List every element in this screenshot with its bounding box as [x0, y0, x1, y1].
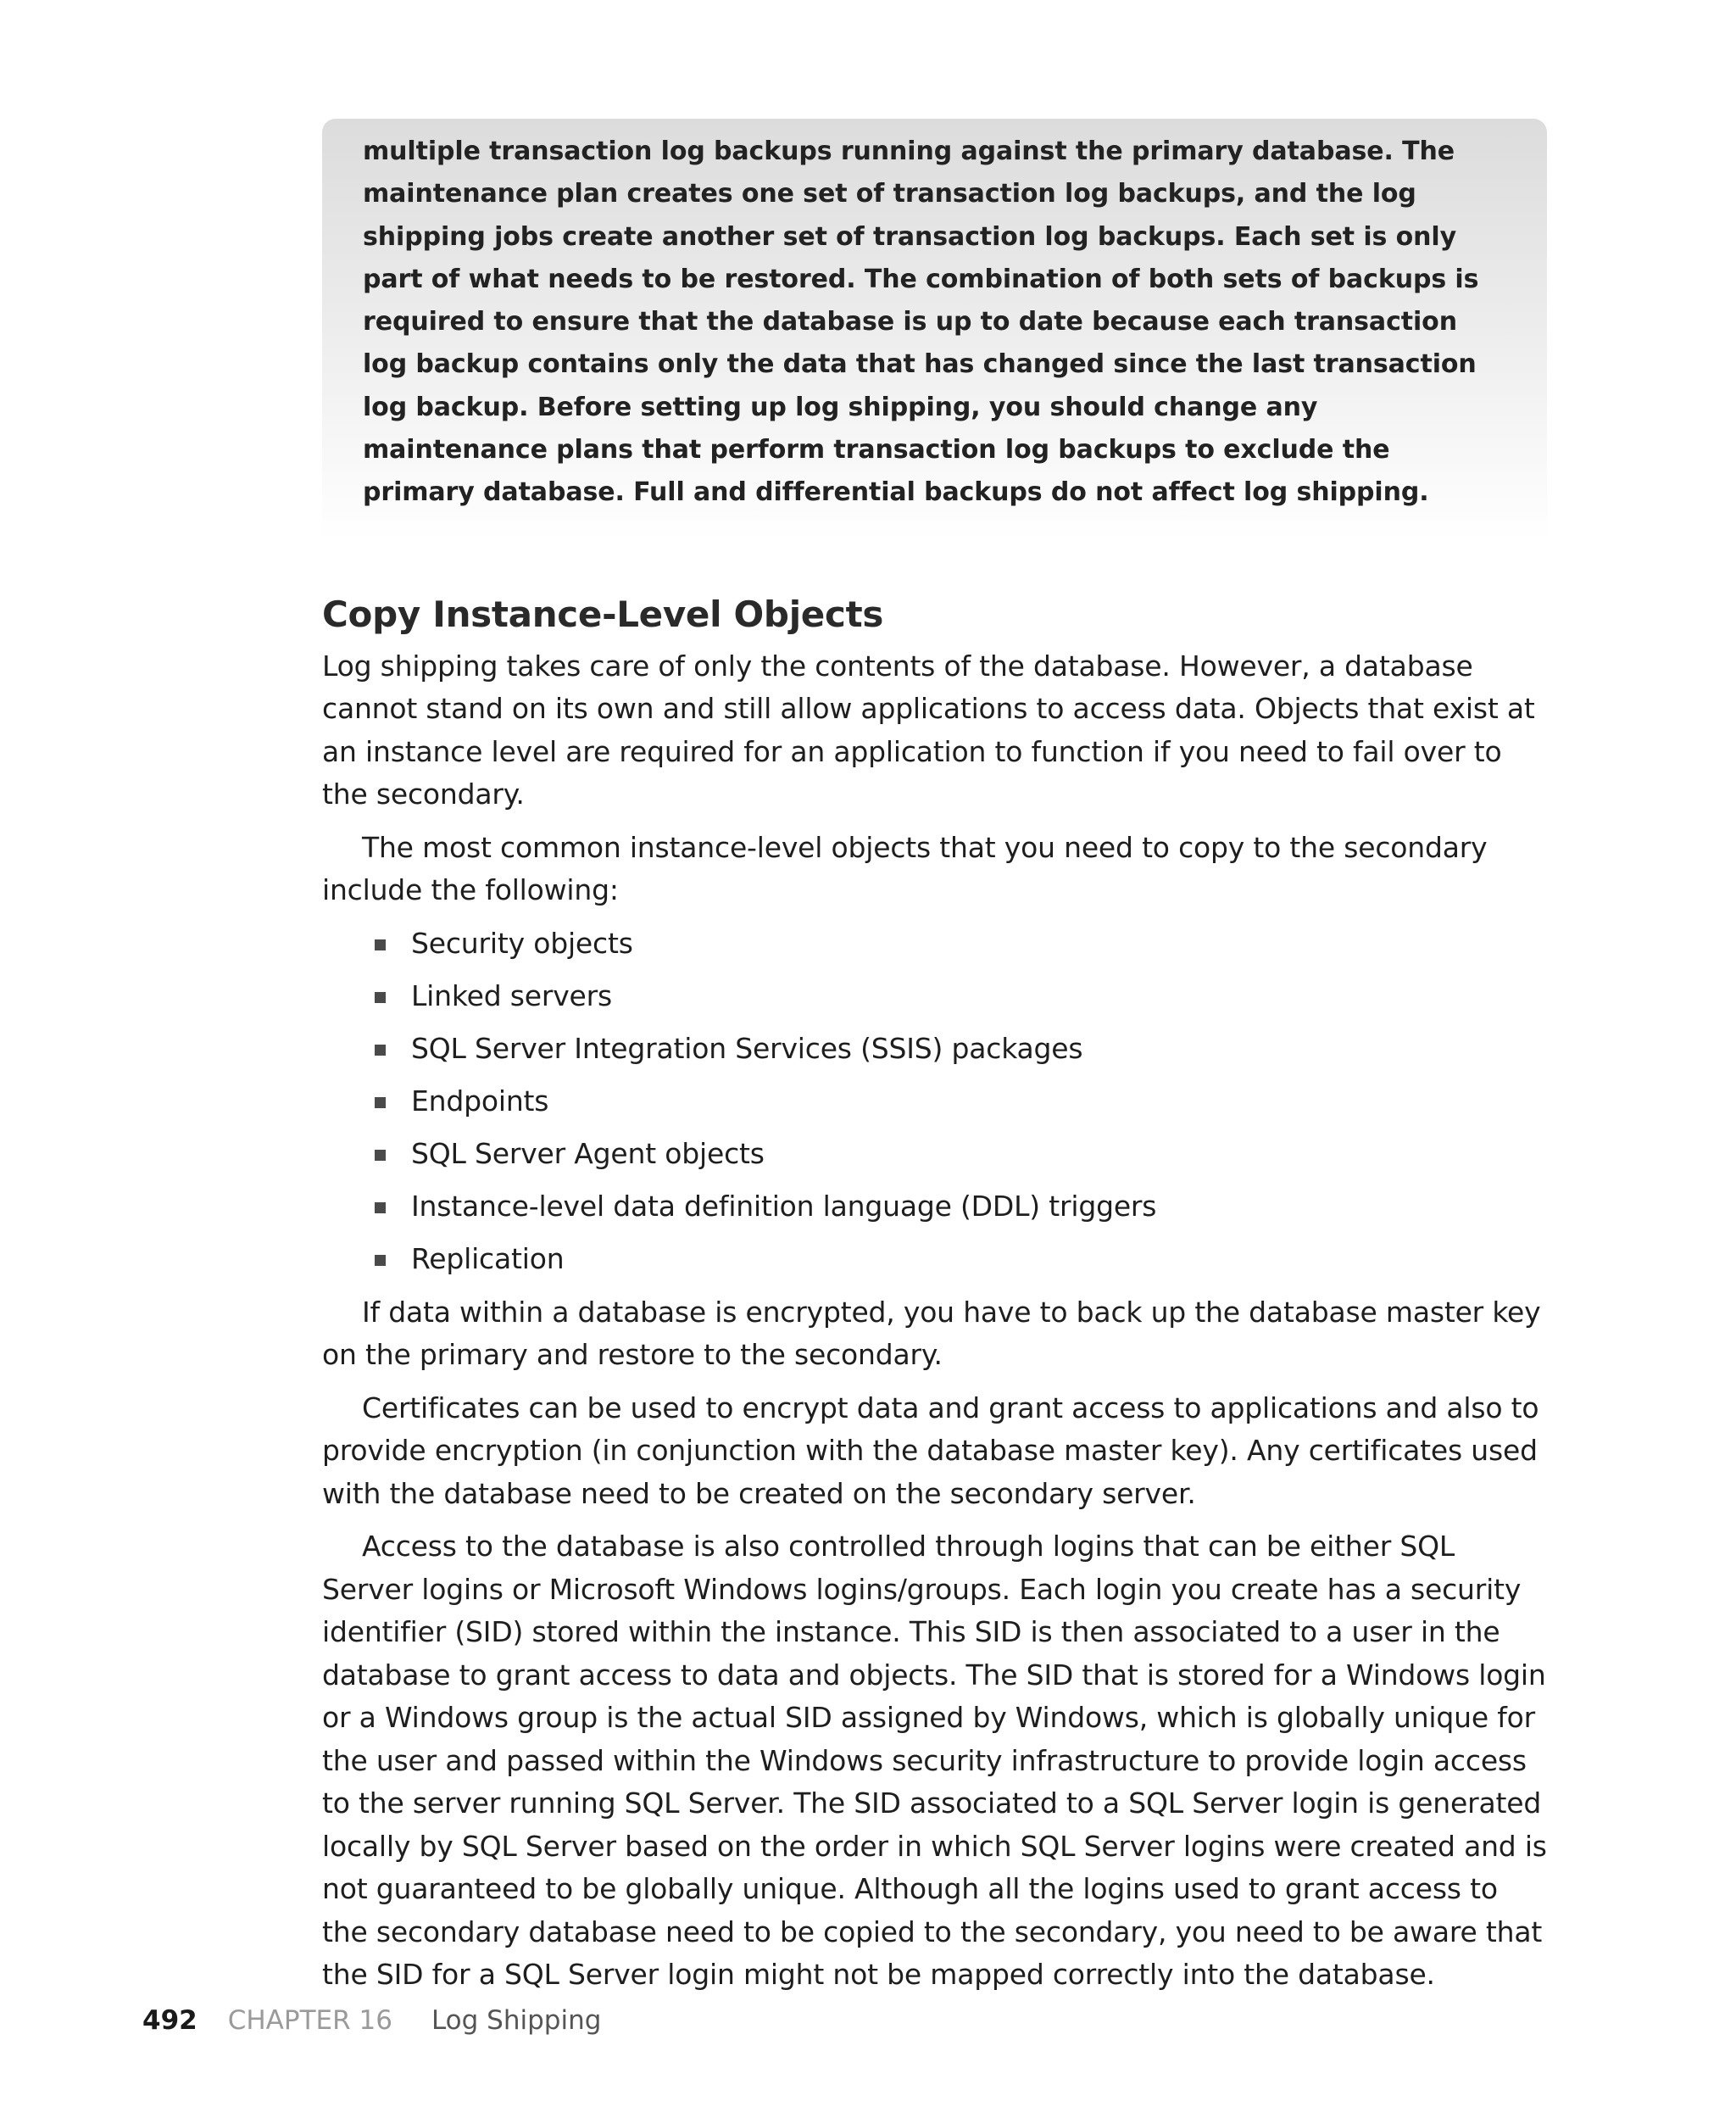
list-item-text: SQL Server Integration Services (SSIS) packages	[411, 1031, 1083, 1065]
intro-paragraph: Log shipping takes care of only the contents of the database. However, a database cannot stand on its own and still allow applications to access data. Objects that exist at an instance level are required for an application to function if you need to fail over to the secondary.	[322, 649, 1535, 811]
square-bullet-icon	[375, 1045, 386, 1056]
page-content	[322, 119, 1547, 1997]
square-bullet-icon	[375, 1202, 386, 1213]
section-heading: Copy Instance-Level Objects	[322, 593, 884, 635]
page-number: 492	[142, 2005, 198, 2036]
list-item	[322, 1238, 1547, 1281]
list-item-text: Security objects	[411, 926, 633, 960]
certificates-paragraph: Certificates can be used to encrypt data and grant access to applications and also to provide encryption (in conjunction with the database master key). Any certificates used with the database need to be created on the secondary server.	[322, 1391, 1539, 1510]
list-item	[322, 1185, 1547, 1229]
list-item-text: SQL Server Agent objects	[411, 1137, 765, 1171]
list-item	[322, 1133, 1547, 1176]
note-text: multiple transaction log backups running against the primary database. The maintenance plan creates one set of transaction log backups, and the log shipping jobs create another set of transaction log backups. Each set is only part of what needs to be restored. The combination of both sets of backups is required to ensure that the database is up to date because each transaction log backup contains only the data that has changed since the last transaction log backup. Before setting up log shipping, you should change any maintenance plans that perform transaction log backups to exclude the primary database. Full and differential backups do not affect log shipping.	[363, 137, 1479, 508]
list-item-text: Replication	[411, 1242, 565, 1276]
chapter-label: CHAPTER 16	[227, 2005, 392, 2036]
chapter-title: Log Shipping	[431, 2005, 602, 2036]
list-item-text: Endpoints	[411, 1084, 549, 1118]
instance-objects-list	[322, 922, 1547, 1281]
encryption-paragraph: If data within a database is encrypted, you have to back up the database master key on the primary and restore to the secondary.	[322, 1295, 1541, 1372]
list-item	[322, 975, 1547, 1018]
square-bullet-icon	[375, 992, 386, 1003]
list-item-text: Linked servers	[411, 978, 612, 1012]
list-item	[322, 922, 1547, 966]
square-bullet-icon	[375, 1255, 386, 1266]
square-bullet-icon	[375, 1097, 386, 1108]
list-item	[322, 1028, 1547, 1071]
square-bullet-icon	[375, 1150, 386, 1161]
note-box	[322, 119, 1547, 540]
logins-paragraph: Access to the database is also controlled through logins that can be either SQL Server logins or Microsoft Windows logins/groups. Each login you create has a security identifier (SID) stored within the instance. This SID is then associated to a user in the database to grant access to data and objects. The SID that is stored for a Windows login or a Windows group is the actual SID assigned by Windows, which is globally unique for the user and passed within the Windows security infrastructure to provide login access to the server running SQL Server. The SID associated to a SQL Server login is generated locally by SQL Server based on the order in which SQL Server logins were created and is not guaranteed to be globally unique. Although all the logins used to grant access to the secondary database need to be copied to the secondary, you need to be aware that the SID for a SQL Server login might not be mapped correctly into the database.	[322, 1530, 1547, 1992]
page-footer	[142, 1999, 601, 2042]
list-item-text: Instance-level data definition language (DDL) triggers	[411, 1190, 1157, 1223]
list-intro-paragraph: The most common instance-level objects that you need to copy to the secondary include the following:	[322, 830, 1488, 907]
square-bullet-icon	[375, 939, 386, 950]
list-item	[322, 1080, 1547, 1123]
